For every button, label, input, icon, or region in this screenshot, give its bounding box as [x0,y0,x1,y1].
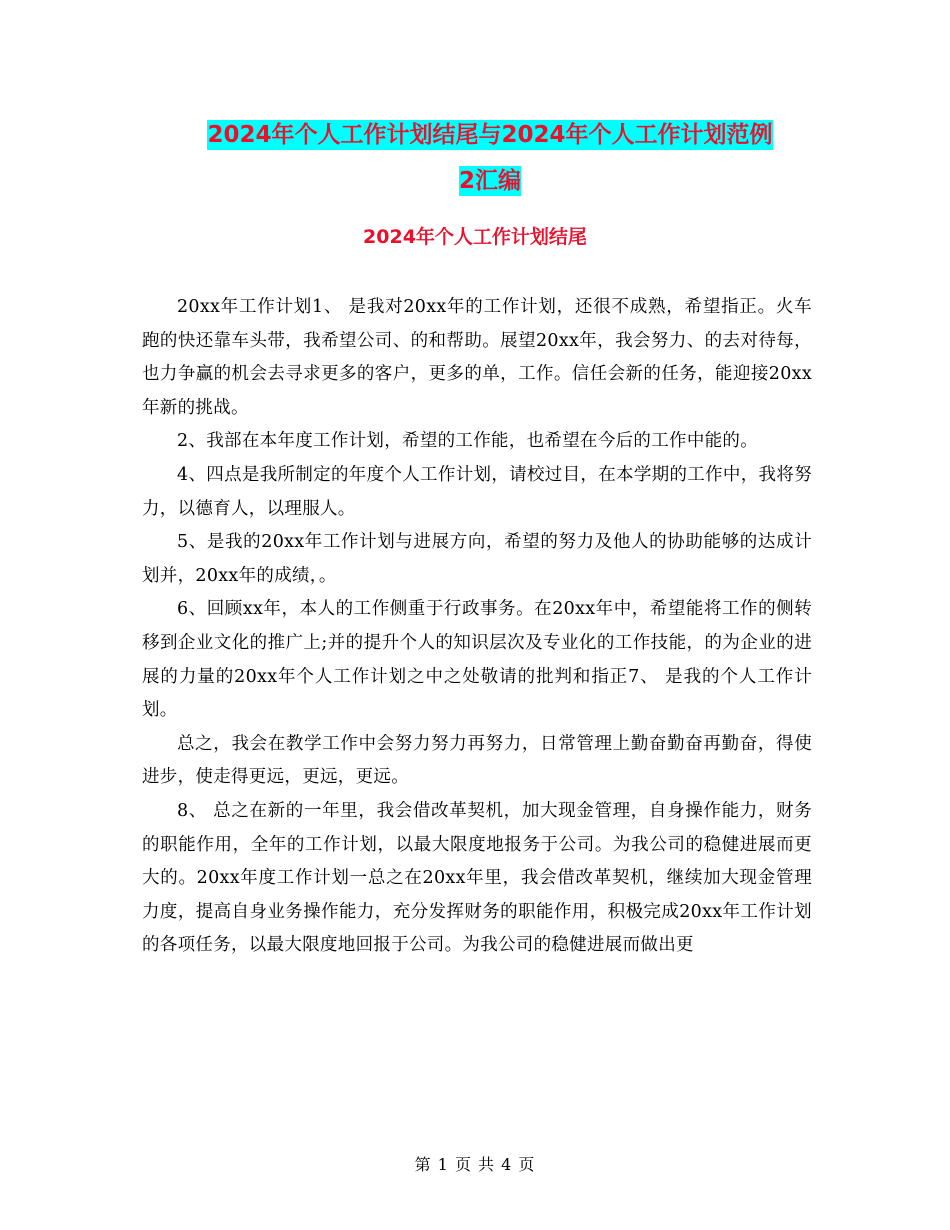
paragraph: 总之，我会在教学工作中会努力努力再努力，日常管理上勤奋勤奋再勤奋，得使进步，使走得更远，更远，更远。 [142,733,812,788]
paragraph: 20xx年工作计划1、 是我对20xx年的工作计划，还很不成熟，希望指正。火车跑的快还靠车头带，我希望公司、的和帮助。展望20xx年，我会努力、的去对待每，也力争赢的机会去寻求更多的客户，更多的单，工作。信任会新的任务，能迎接20xx年新的挑战。 [142,297,812,418]
main-title-line2: 2汇编 [458,168,521,194]
section-title: 2024年个人工作计划结尾 [363,226,587,248]
page-footer: 第 1 页 共 4 页 [414,1155,536,1174]
paragraph: 8、 总之在新的一年里，我会借改革契机，加大现金管理，自身操作能力，财务的职能作用，全年的工作计划，以最大限度地报务于公司。为我公司的稳健进展而更大的。20xx年度工作计划一总之在20xx年里，我会借改革契机，继续加大现金管理力度，提高自身业务操作能力，充分发挥财务的职能作用，积极完成20xx年工作计划 的各项任务，以最大限度地回报于公司。为我公司的稳健进展而做出更 [142,800,812,956]
paragraph: 6、回顾xx年，本人的工作侧重于行政事务。在20xx年中，希望能将工作的侧转移到企业文化的推广上;并的提升个人的知识层次及专业化的工作技能，的为企业的进展的力量的20xx年个人工作计划之中之处敬请的批判和指正7、 是我的个人工作计划。 [142,599,812,721]
main-title-line1: 2024年个人工作计划结尾与2024年个人工作计划范例 [207,122,773,148]
main-title [140,112,840,204]
body-text [142,291,812,963]
paragraph: 2、我部在本年度工作计划，希望的工作能，也希望在今后的工作中能的。 [177,431,759,452]
paragraph: 5、是我的20xx年工作计划与进展方向，希望的努力及他人的协助能够的达成计划并，20xx年的成绩，。 [142,532,812,586]
paragraph: 4、四点是我所制定的年度个人工作计划，请校过目，在本学期的工作中，我将努力，以德育人，以理服人。 [142,464,812,519]
